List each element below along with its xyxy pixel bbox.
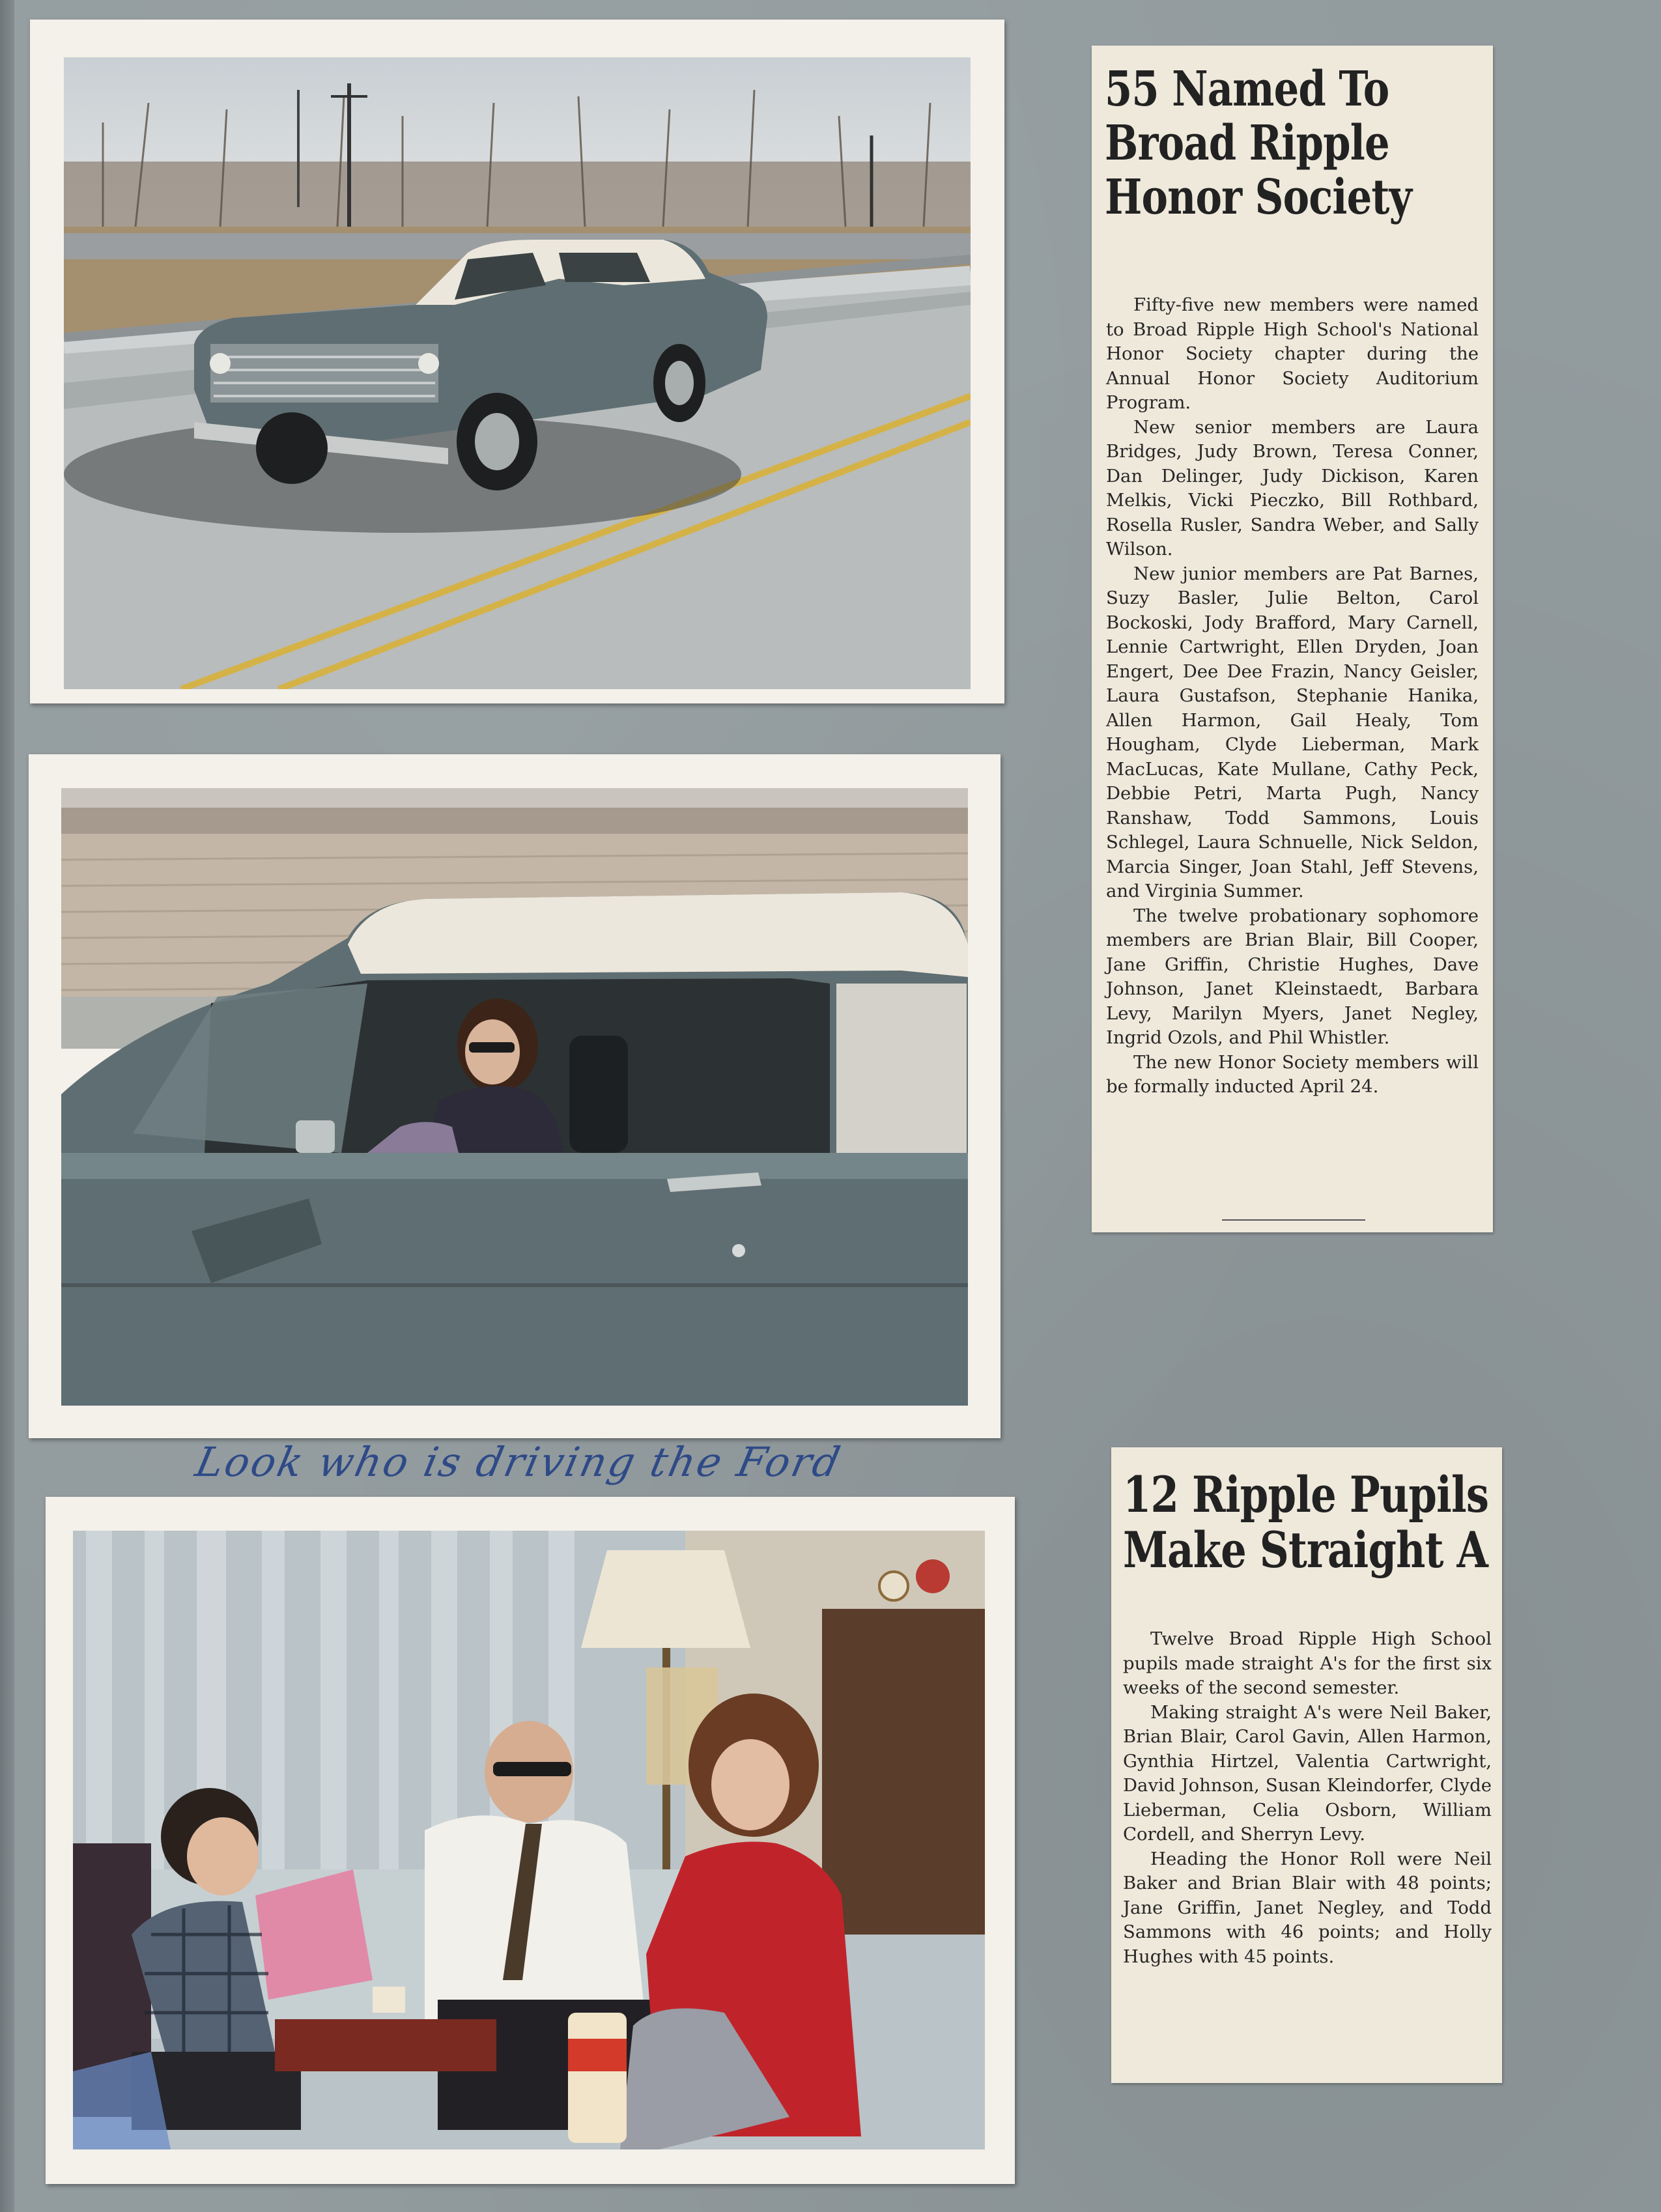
article-paragraph: Twelve Broad Ripple High School pupils made straight A's for the first six weeks of the second semester. [1123,1628,1492,1698]
article-paragraph: Heading the Honor Roll were Neil Baker and Brian Blair with 48 points; Jane Griffin, Janet Negley, and Todd Sammons with 46 points; and Holly Hughes with 45 points. [1123,1848,1492,1967]
article-paragraph: New senior members are Laura Bridges, Judy Brown, Teresa Conner, Dan Delinger, Judy Dickison, Karen Melkis, Vicki Pieczko, Bill Rothbard, Rosella Rusler, Sandra Weber, and Sally Wilson. [1106,416,1479,560]
photo-family-living-room [46,1497,1015,2184]
clipping-headline [1123,1467,1488,1578]
article-paragraph: The twelve probationary sophomore members are Brian Blair, Bill Cooper, Jane Griffin, Christie Hughes, Dave Johnson, Janet Kleinstaedt, Barbara Levy, Marilyn Myers, Janet Negley, Ingrid Ozols, and Phil Whistler. [1106,905,1479,1048]
photo-family-living-room-image [73,1531,985,2149]
article-paragraph: The new Honor Society members will be formally inducted April 24. [1106,1051,1479,1097]
headline-line: Make Straight A [1123,1521,1488,1580]
article-paragraph: New junior members are Pat Barnes, Suzy Basler, Julie Belton, Carol Bockoski, Jody Brafford, Mary Carnell, Lennie Cartwright, Ellen Dryden, Joan Engert, Dee Dee Frazin, Nancy Geisler, Laura Gustafson, Stephanie Hanika, Allen Harmon, Gail Healy, Tom Hougham, Clyde Lieberman, Mark MacLucas, Kate Mullane, Cathy Peck, Debbie Petri, Marta Pugh, Nancy Ranshaw, Todd Sammons, Louis Schlegel, Laura Schnuelle, Nick Seldon, Marcia Singer, Joan Stahl, Jeff Stevens, and Virginia Summer. [1106,563,1479,901]
article-paragraph: Fifty-five new members were named to Broad Ripple High School's National Honor Society chapter during the Annual Honor Society Auditorium Program. [1106,294,1479,413]
headline-line: 12 Ripple Pupils [1123,1466,1489,1524]
newspaper-clipping-straight-a [1111,1447,1502,2083]
article-paragraph: Making straight A's were Neil Baker, Brian Blair, Carol Gavin, Allen Harmon, Gynthia Hirtzel, Valentia Cartwright, David Johnson, Susan Kleindorfer, Clyde Lieberman, Celia Osborn, William Cordell, and Sherryn Levy. [1123,1701,1492,1845]
clipping-body [1106,293,1479,1099]
handwritten-caption: Look who is driving the Ford [192,1438,846,1486]
newspaper-clipping-honor-society [1092,46,1493,1232]
article-end-rule [1222,1219,1365,1221]
headline-line: Broad Ripple [1105,115,1389,171]
clipping-headline [1105,63,1412,225]
headline-line: 55 Named To [1105,61,1389,117]
photo-car-on-road-image [64,57,971,689]
clipping-body [1123,1627,1492,1969]
headline-line: Honor Society [1105,169,1412,225]
photo-driver-in-car [29,754,1001,1438]
photo-car-on-road [30,20,1004,703]
album-binding-edge [0,0,14,2212]
photo-driver-in-car-image [61,788,968,1406]
